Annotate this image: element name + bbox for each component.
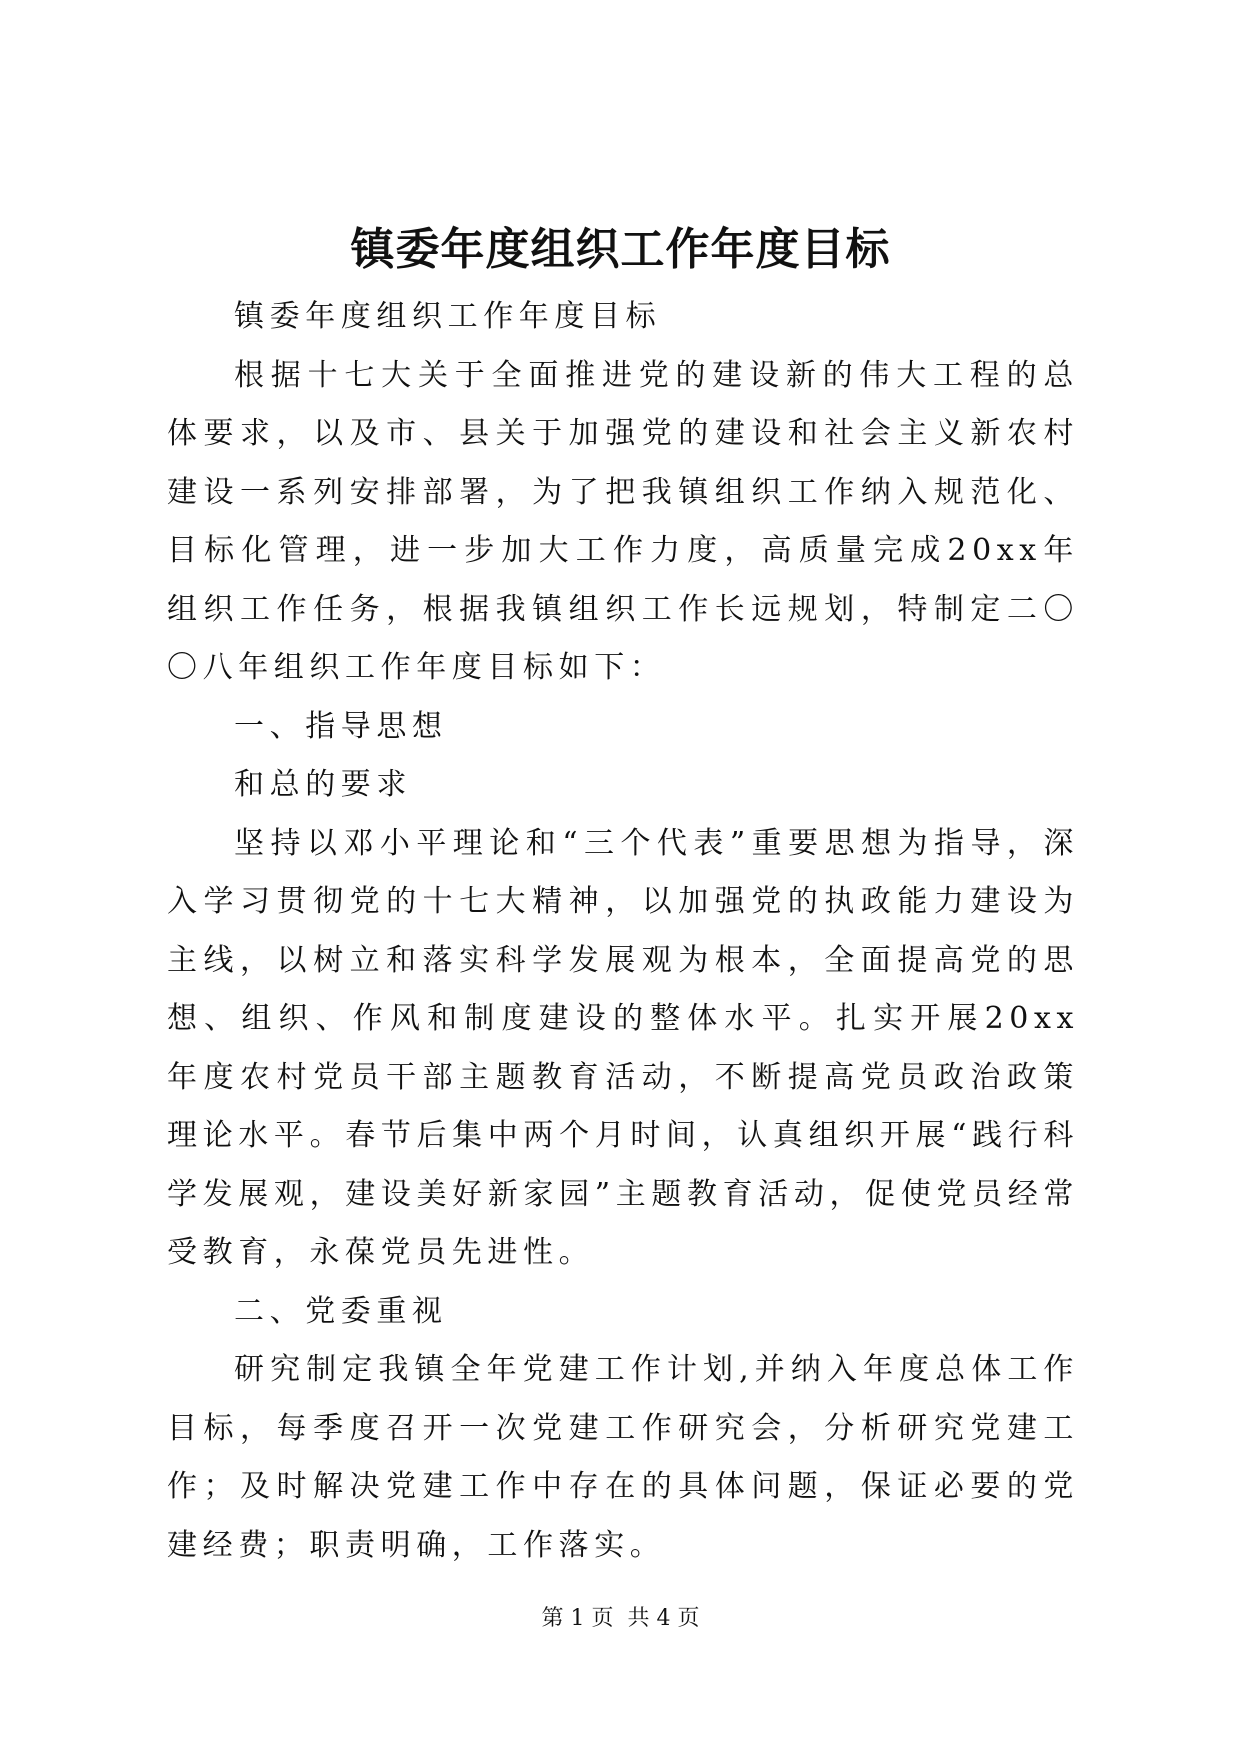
page-number: 第 1 页 <box>541 1606 614 1631</box>
section-heading-party-committee: 二、党委重视 <box>234 1293 448 1329</box>
document-body <box>167 288 1079 1575</box>
body-paragraph-guiding-thought: 坚持以邓小平理论和“三个代表”重要思想为指导，深入学习贯彻党的十七大精神，以加强党的执政能力建设为主线，以树立和落实科学发展观为根本，全面提高党的思想、组织、作风和制度建设的整体水平。扎实开展20xx年度农村党员干部主题教育活动，不断提高党员政治政策理论水平。春节后集中两个月时间，认真组织开展“践行科学发展观，建设美好新家园”主题教育活动，促使党员经常受教育，永葆党员先进性。 <box>167 825 1079 1270</box>
body-paragraph-party-committee: 研究制定我镇全年党建工作计划,并纳入年度总体工作目标，每季度召开一次党建工作研究会，分析研究党建工作；及时解决党建工作中存在的具体问题，保证必要的党建经费；职责明确，工作落实。 <box>167 1352 1079 1563</box>
page-footer <box>0 1604 1241 1634</box>
page-total: 共 4 页 <box>627 1606 700 1631</box>
section-heading-general-requirements: 和总的要求 <box>234 767 412 802</box>
body-paragraph-intro: 根据十七大关于全面推进党的建设新的伟大工程的总体要求，以及市、县关于加强党的建设和社会主义新农村建设一系列安排部署，为了把我镇组织工作纳入规范化、目标化管理，进一步加大工作力度，高质量完成20xx年组织工作任务，根据我镇组织工作长远规划，特制定二〇〇八年组织工作年度目标如下： <box>167 357 1079 685</box>
body-paragraph-subtitle: 镇委年度组织工作年度目标 <box>234 299 662 334</box>
document-title: 镇委年度组织工作年度目标 <box>350 224 891 275</box>
section-heading-guiding-thought: 一、指导思想 <box>234 708 448 744</box>
